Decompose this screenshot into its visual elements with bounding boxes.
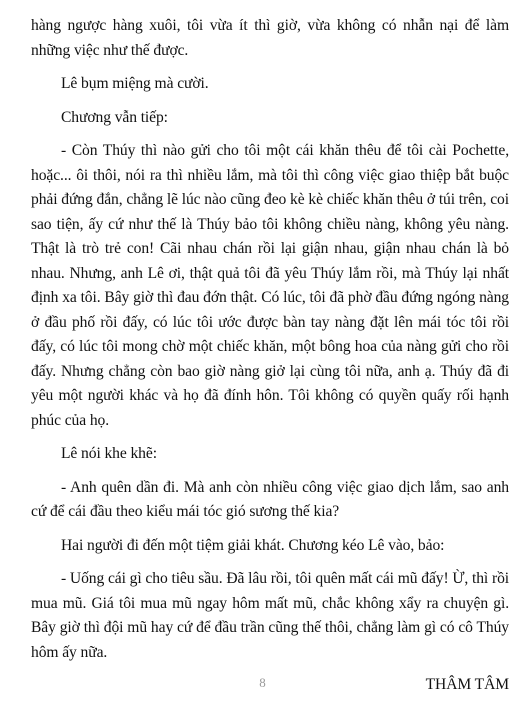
paragraph: - Còn Thúy thì nào gửi cho tôi một cái khăn thêu để tôi cài Pochette, hoặc... ôi thôi, nói ra thì nhiều lắm, mà tôi thì công việc giao thiệp bắt buộc phải đứng đắn, chẳng lẽ lúc nào cũng đeo kè kè chiếc khăn thêu ở túi trên, coi sao tiện, ấy cứ như thế là Thúy bảo tôi không chiều nàng, không yêu nàng. Thật là trò trẻ con! Cãi nhau chán rồi lại giận nhau, giận nhau chán là bỏ nhau. Nhưng, anh Lê ơi, thật quả tôi đã yêu Thúy lắm rồi, mà Thúy lại nhất định xa tôi. Bây giờ thì đau đớn thật. Có lúc, tôi đã phờ đầu đứng ngóng nàng ở đầu phố rồi đấy, có lúc tôi ước được bàn tay nàng đặt lên mái tóc tôi rồi đấy, có lúc tôi mong chờ một chiếc khăn, một bông hoa của nàng gửi cho rồi đấy. Nhưng chẳng còn bao giờ nàng giở lại cùng tôi nữa, anh ạ. Thúy đã đi yêu một người khác và họ đã đính hôn. Tôi không có quyền quấy rối hạnh phúc của họ. [31,142,509,429]
author-signature: THÂM TÂM [425,676,509,693]
paragraph: Lê nói khe khẽ: [61,445,157,462]
paragraph: - Uống cái gì cho tiêu sầu. Đã lâu rồi, tôi quên mất cái mũ đấy! Ừ, thì rồi mua mũ. Giá tôi mua mũ ngay hôm mất mũ, chắc không xẩy ra chuyện gì. Bây giờ thì đội mũ hay cứ để đầu trần cũng thế thôi, chẳng làm gì có cô Thúy hôm ấy nữa. [31,570,509,661]
paragraph: Hai người đi đến một tiệm giải khát. Chương kéo Lê vào, bảo: [61,536,445,554]
paragraph: Lê bụm miệng mà cười. [61,75,209,92]
paragraph: hàng ngược hàng xuôi, tôi vừa ít thì giờ, vừa không có nhẫn nại để làm những việc như thế được. [31,17,509,59]
paragraph: Chương vẫn tiếp: [61,108,168,126]
paragraph: - Anh quên dần đi. Mà anh còn nhiều công việc giao dịch lắm, sao anh cứ để cái đầu theo kiểu mái tóc gió sương thế kia? [31,478,509,520]
page-number: 8 [259,675,266,690]
document-body [31,14,509,698]
